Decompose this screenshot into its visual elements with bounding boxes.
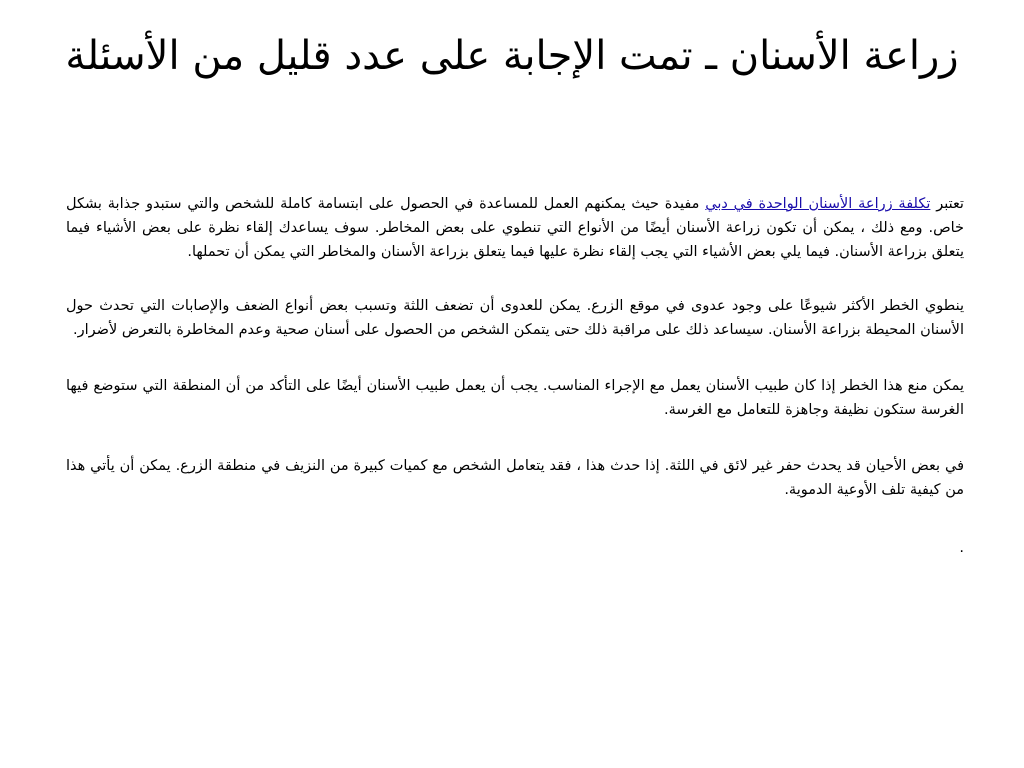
paragraph-prevention: يمكن منع هذا الخطر إذا كان طبيب الأسنان يعمل مع الإجراء المناسب. يجب أن يعمل طبيب الأسنان أيضًا على التأكد من أن المنطقة التي ستوضع فيها الغرسة ستكون نظيفة وجاهزة للتعامل مع الغرسة. [66, 378, 964, 418]
intro-paragraph [66, 192, 964, 264]
slide-body [66, 192, 964, 560]
intro-text-after-link: مفيدة حيث يمكنهم العمل للمساعدة في الحصول على ابتسامة كاملة للشخص والتي ستبدو جذابة بشكل خاص. ومع ذلك ، يمكن أن تكون زراعة الأسنان أيضًا من الأنواع التي تنطوي على بعض المخاطر. سوف يساعدك إلقاء نظرة على بعض الأشياء فيما يتعلق بزراعة الأسنان. فيما يلي بعض الأشياء التي يجب إلقاء نظرة عليها فيما يتعلق بزراعة الأسنان والمخاطر التي يمكن أن تحملها. [66, 196, 964, 260]
paragraph-bleeding-risk: في بعض الأحيان قد يحدث حفر غير لائق في اللثة. إذا حدث هذا ، فقد يتعامل الشخص مع كميات كبيرة من النزيف في منطقة الزرع. يمكن أن يأتي هذا من كيفية تلف الأوعية الدموية. [66, 458, 964, 498]
trailing-period: . [959, 540, 964, 556]
slide-title: زراعة الأسنان ـ تمت الإجابة على عدد قليل من الأسئلة [65, 33, 959, 79]
intro-text-before-link: تعتبر [930, 196, 964, 212]
paragraph-infection-risk: ينطوي الخطر الأكثر شيوعًا على وجود عدوى في موقع الزرع. يمكن للعدوى أن تضعف اللثة وتسبب بعض أنواع الضعف والإصابات التي تحدث حول الأسنان المحيطة بزراعة الأسنان. سيساعد ذلك على مراقبة ذلك حتى يتمكن الشخص من الحصول على أسنان صحية وعدم المخاطرة بالتعرض لأضرار. [66, 298, 964, 338]
dubai-implant-cost-link[interactable]: تكلفة زراعة الأسنان الواحدة في دبي [705, 196, 931, 212]
